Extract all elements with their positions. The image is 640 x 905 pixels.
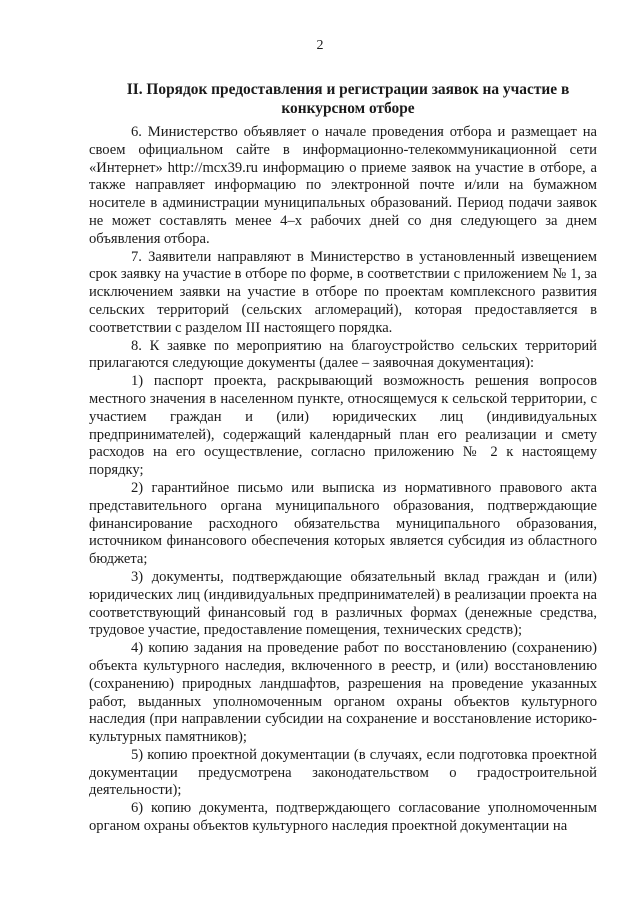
list-item-4: 4) копию задания на проведение работ по восстановлению (сохранению) объекта культурного наследия, включенного в реестр, и (или) восстановлению (сохранению) природных ландшафтов, разрешения на проведение указанных работ, выданных уполномоченным органом охраны объектов культурного наследия (при направлении субсидии на сохранение и восстановление историко-культурных памятников); — [89, 640, 597, 746]
section-heading: II. Порядок предоставления и регистрации заявок на участие в конкурсном отборе — [126, 81, 570, 117]
document-body — [89, 124, 597, 836]
list-item-6: 6) копию документа, подтверждающего согласование уполномоченным органом охраны объектов культурного наследия проектной документации на — [89, 800, 597, 835]
list-item-5: 5) копию проектной документации (в случаях, если подготовка проектной документации предусмотрена законодательством о градостроительной деятельности); — [89, 746, 597, 799]
paragraph-6: 6. Министерство объявляет о начале проведения отбора и размещает на своем официальном сайте в информационно-телекоммуникационной сети «Интернет» http://mcx39.ru информацию о приеме заявок на участие в отборе, а также направляет информацию по электронной почте и/или на бумажном носителе в администрации муниципальных образований. Период подачи заявок не может составлять менее 4–х рабочих дней со дня следующего за днем объявления отбора. — [89, 124, 597, 247]
paragraph-7: 7. Заявители направляют в Министерство в установленный извещением срок заявку на участие в отборе по форме, в соответствии с приложением № 1, за исключением заявки на участие в отборе по проектам комплексного развития сельских территорий (сельских агломераций), которая предоставляется в соответствии с разделом III настоящего порядка. — [89, 248, 597, 336]
list-item-2: 2) гарантийное письмо или выписка из нормативного правового акта представительного органа муниципального образования, подтверждающие финансирование расходного обязательства муниципального образования, источником финансового обеспечения которых является субсидия из областного бюджета; — [89, 479, 597, 568]
list-item-1: 1) паспорт проекта, раскрывающий возможность решения вопросов местного значения в населенном пункте, относящемуся к сельской территории, с участием граждан и (или) юридических лиц (индивидуальных предпринимателей), содержащий календарный план его реализации и смету расходов на его осуществление, согласно приложению № 2 к настоящему порядку; — [89, 373, 597, 479]
page-number: 2 — [316, 38, 324, 53]
list-item-3: 3) документы, подтверждающие обязательный вклад граждан и (или) юридических лиц (индивидуальных предпринимателей) в реализации проекта на соответствующий финансовый год в различных формах (денежные средства, трудовое участие, предоставление помещения, технических средств); — [89, 568, 597, 639]
paragraph-8: 8. К заявке по мероприятию на благоустройство сельских территорий прилагаются следующие документы (далее – заявочная документация): — [89, 337, 597, 372]
